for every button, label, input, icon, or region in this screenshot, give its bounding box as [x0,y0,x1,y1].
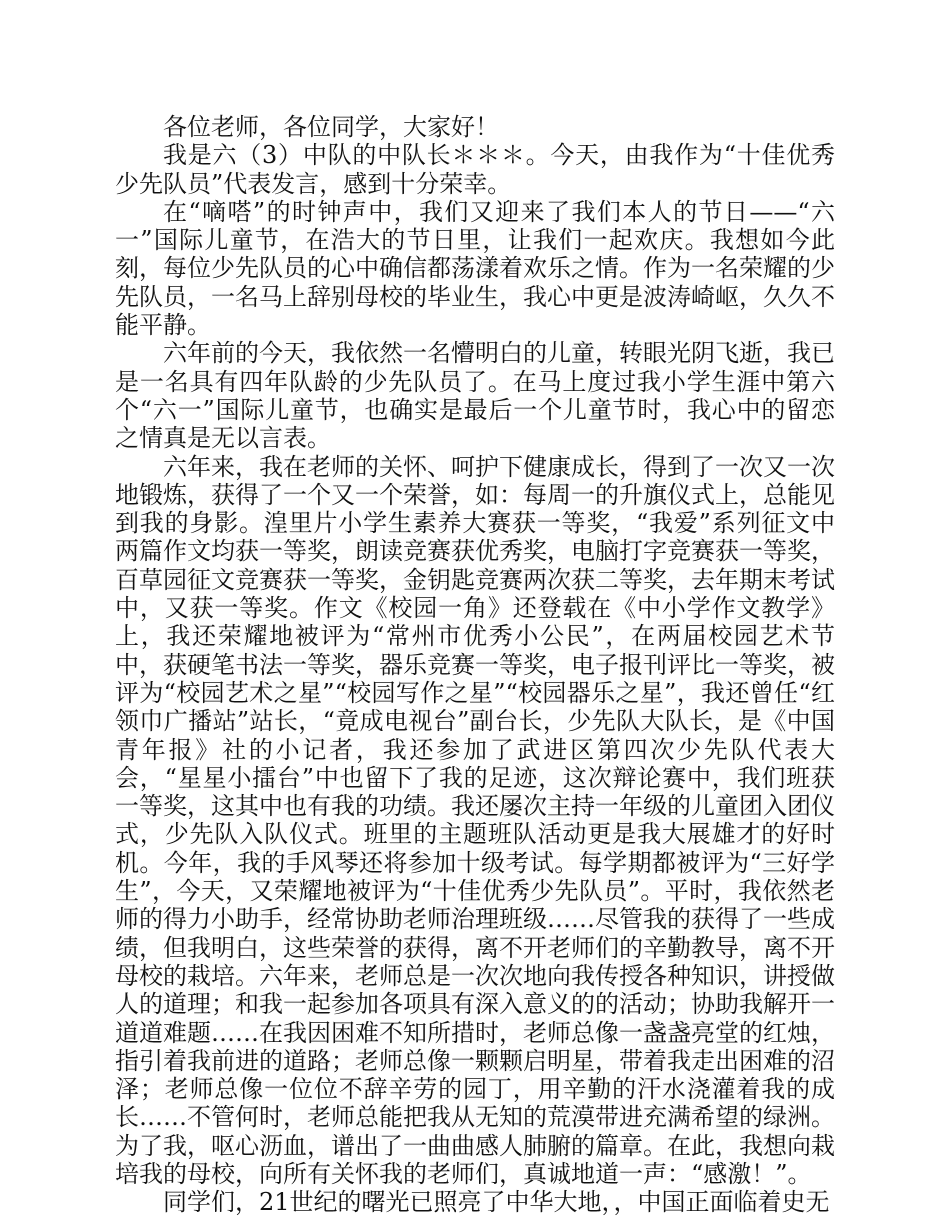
introduction-paragraph: 我是六（3）中队的中队长＊＊＊。今天，由我作为“十佳优秀少先队员”代表发言，感到十分荣幸。 [115,141,835,198]
childrens-day-paragraph: 在“嘀嗒”的时钟声中，我们又迎来了我们本人的节日——“六一”国际儿童节，在浩大的节日里，让我们一起欢庆。我想如今此刻，每位少先队员的心中确信都荡漾着欢乐之情。作为一名荣耀的少先队员，一名马上辞别母校的毕业生，我心中更是波涛崎岖，久久不能平静。 [115,197,835,340]
speech-body [115,113,835,1217]
six-years-ago-paragraph: 六年前的今天，我依然一名懵明白的儿童，转眼光阴飞逝，我已是一名具有四年队龄的少先队员了。在马上度过我小学生涯中第六个“六一”国际儿童节，也确实是最后一个儿童节时，我心中的留恋之情真是无以言表。 [115,339,835,453]
achievements-paragraph: 六年来，我在老师的关怀、呵护下健康成长，得到了一次又一次地锻炼，获得了一个又一个荣誉，如：每周一的升旗仪式上，总能见到我的身影。湟里片小学生素养大赛获一等奖，“我爱”系列征文中两篇作文均获一等奖，朗读竞赛获优秀奖，电脑打字竞赛获一等奖，百草园征文竞赛获一等奖，金钥匙竞赛两次获二等奖，去年期末考试中，又获一等奖。作文《校园一角》还登载在《中小学作文教学》上，我还荣耀地被评为“常州市优秀小公民”，在两届校园艺术节中，获硬笔书法一等奖，器乐竞赛一等奖，电子报刊评比一等奖，被评为“校园艺术之星”“校园写作之星”“校园器乐之星”，我还曾任“红领巾广播站”站长，“竟成电视台”副台长，少先队大队长，是《中国青年报》社的小记者，我还参加了武进区第四次少先队代表大会，“星星小擂台”中也留下了我的足迹，这次辩论赛中，我们班获一等奖，这其中也有我的功绩。我还屡次主持一年级的儿童团入团仪式，少先队入队仪式。班里的主题班队活动更是我大展雄才的好时机。今年，我的手风琴还将参加十级考试。每学期都被评为“三好学生”，今天，又荣耀地被评为“十佳优秀少先队员”。平时，我依然老师的得力小助手，经常协助老师治理班级……尽管我的获得了一些成绩，但我明白，这些荣誉的获得，离不开老师们的辛勤教导，离不开母校的栽培。六年来，老师总是一次次地向我传授各种知识，讲授做人的道理；和我一起参加各项具有深入意义的的活动；协助我解开一道道难题……在我因困难不知所措时，老师总像一盏盏亮堂的红烛，指引着我前进的道路；老师总像一颗颗启明星，带着我走出困难的沼泽；老师总像一位位不辞辛劳的园丁，用辛勤的汗水浇灌着我的成长……不管何时，老师总能把我从无知的荒漠带进充满希望的绿洲。为了我，呕心沥血，谱出了一曲曲感人肺腑的篇章。在此，我想向栽培我的母校，向所有关怀我的老师们，真诚地道一声：“感激！”。 [115,452,835,1188]
classmates-paragraph: 同学们，21世纪的曙光已照亮了中华大地，，中国正面临着史无 [163,1188,830,1217]
greeting-paragraph: 各位老师，各位同学，大家好！ [163,113,499,141]
